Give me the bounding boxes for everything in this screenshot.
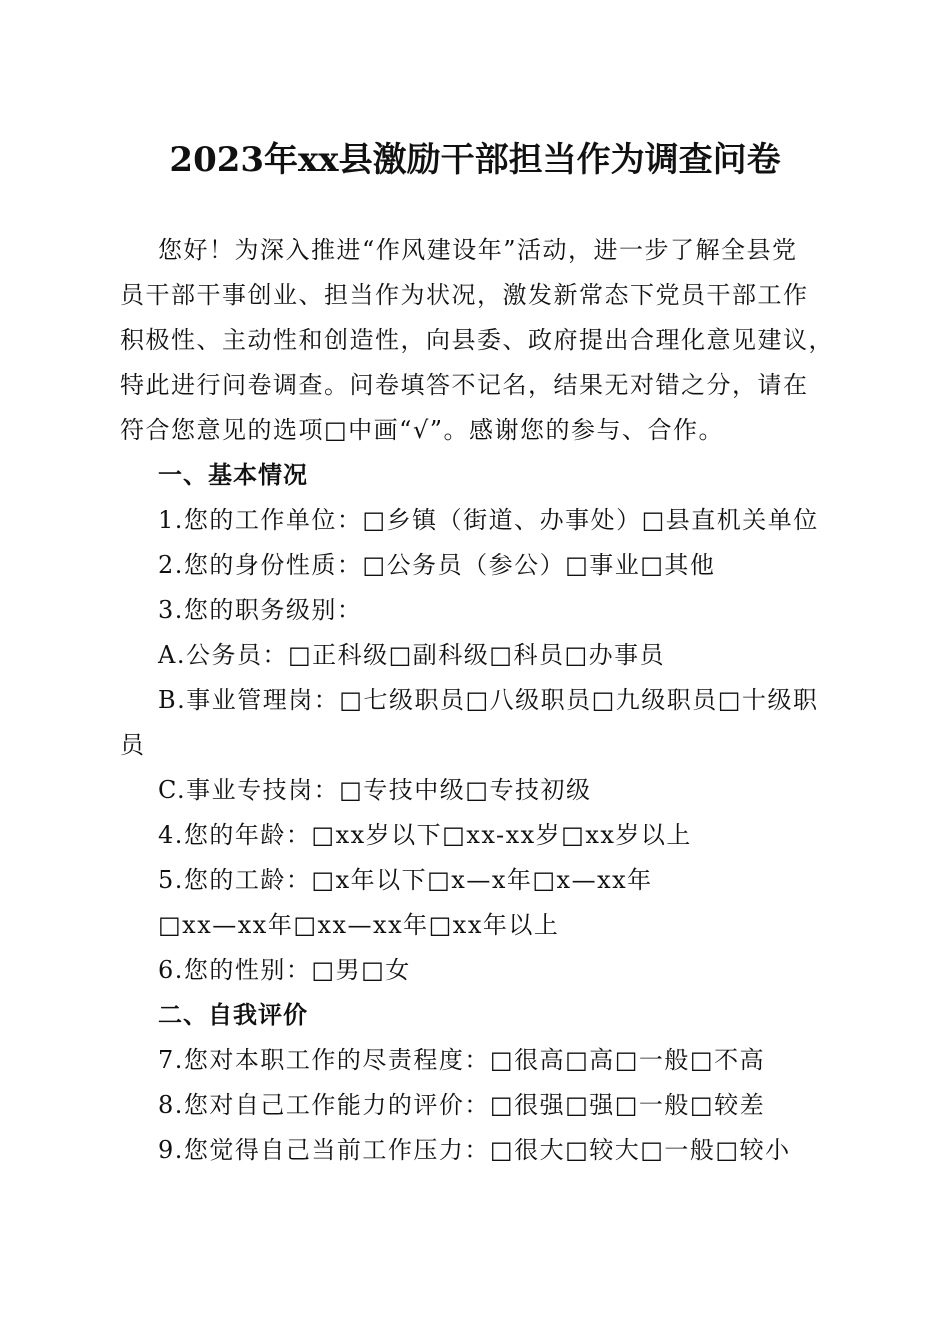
- question-3a: A.公务员：□正科级□副科级□科员□办事员: [158, 641, 666, 669]
- question-1: 1.您的工作单位：□乡镇（街道、办事处）□县直机关单位: [158, 506, 819, 534]
- question-8: 8.您对自己工作能力的评价：□很强□强□一般□较差: [158, 1091, 766, 1119]
- intro-line-3: 积极性、主动性和创造性，向县委、政府提出合理化意见建议，: [120, 326, 834, 354]
- question-6: 6.您的性别：□男□女: [158, 956, 411, 984]
- intro-line-5: 符合您意见的选项□中画“√”。感谢您的参与、合作。: [120, 416, 725, 444]
- intro-line-4: 特此进行问卷调查。问卷填答不记名，结果无对错之分，请在: [120, 371, 809, 399]
- intro-line-2: 员干部干事创业、担当作为状况，激发新常态下党员干部工作: [120, 281, 809, 309]
- intro-line-1: 您好！为深入推进“作风建设年”活动，进一步了解全县党: [158, 236, 798, 264]
- question-7: 7.您对本职工作的尽责程度：□很高□高□一般□不高: [158, 1046, 766, 1074]
- question-5-line-1: 5.您的工龄：□x年以下□x—x年□x—xx年: [158, 866, 653, 894]
- section-heading-self-evaluation: 二、自我评价: [158, 1001, 308, 1029]
- question-3c: C.事业专技岗：□专技中级□专技初级: [158, 776, 592, 804]
- document-body: [120, 228, 832, 1173]
- question-9: 9.您觉得自己当前工作压力：□很大□较大□一般□较小: [158, 1136, 791, 1164]
- question-3: 3.您的职务级别：: [158, 596, 363, 624]
- document-title: 2023年xx县激励干部担当作为调查问卷: [169, 140, 781, 180]
- question-4: 4.您的年龄：□xx岁以下□xx-xx岁□xx岁以上: [158, 821, 692, 849]
- question-3b-line-1: B.事业管理岗：□七级职员□八级职员□九级职员□十级职: [158, 686, 819, 714]
- section-heading-basic-info: 一、基本情况: [158, 461, 308, 489]
- question-5-line-2: □xx—xx年□xx—xx年□xx年以上: [158, 911, 560, 939]
- question-3b-line-2: 员: [120, 731, 146, 759]
- question-2: 2.您的身份性质：□公务员（参公）□事业□其他: [158, 551, 716, 579]
